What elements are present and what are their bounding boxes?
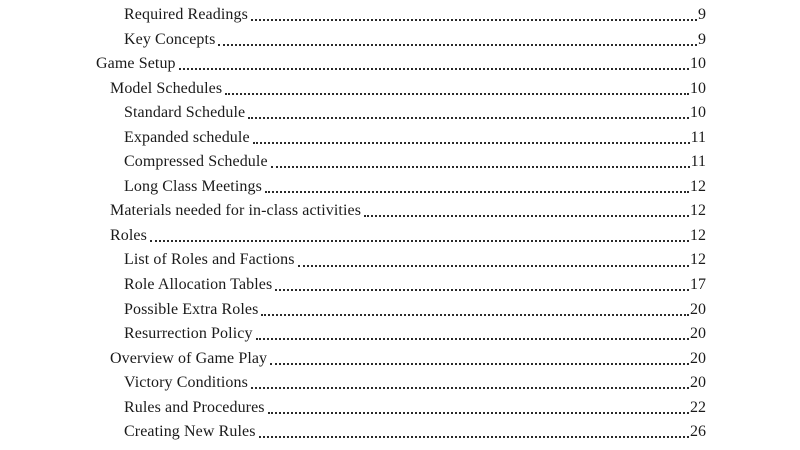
dot-leader [364,215,689,217]
toc-entry[interactable] [96,199,706,224]
dot-leader [248,117,689,119]
toc-entry-label: Long Class Meetings [124,177,262,195]
toc-entry[interactable] [96,420,706,445]
toc-entry-page: 20 [690,374,706,392]
toc-entry[interactable] [96,322,706,347]
dot-leader [218,44,697,46]
toc-entry-page: 22 [690,398,706,416]
dot-leader [268,412,689,414]
dot-leader [251,19,697,21]
toc-entry-label: Model Schedules [110,79,223,97]
dot-leader [298,265,689,267]
dot-leader [265,191,689,193]
toc-entry-page: 10 [690,79,706,97]
toc-entry[interactable] [96,347,706,372]
toc-entry[interactable] [96,28,706,53]
toc-entry[interactable] [96,52,706,77]
table-of-contents [96,3,706,445]
toc-entry[interactable] [96,77,706,102]
toc-entry-page: 9 [698,6,706,23]
toc-entry-label: Rules and Procedures [124,398,265,416]
toc-entry-page: 11 [690,128,706,146]
toc-entry-label: Expanded schedule [124,128,250,146]
toc-entry[interactable] [96,371,706,396]
toc-entry-label: Compressed Schedule [124,153,268,171]
dot-leader [261,314,689,316]
toc-entry-page: 20 [690,325,706,343]
toc-entry-label: Required Readings [124,6,248,23]
toc-entry-label: Materials needed for in-class activities [110,202,362,220]
toc-entry[interactable] [96,175,706,200]
dot-leader [271,166,690,168]
toc-entry-page: 17 [690,276,706,294]
dot-leader [225,93,689,95]
toc-entry[interactable] [96,150,706,175]
toc-entry-page: 12 [690,202,706,220]
toc-entry[interactable] [96,101,706,126]
toc-entry-label: Roles [110,226,147,244]
toc-entry-page: 10 [690,55,706,73]
toc-entry-page: 12 [690,177,706,195]
toc-entry[interactable] [96,273,706,298]
toc-entry-label: Role Allocation Tables [124,276,273,294]
dot-leader [150,240,689,242]
toc-entry-page: 11 [690,153,706,171]
dot-leader [179,68,689,70]
toc-entry-label: Standard Schedule [124,104,246,122]
toc-entry-label: Victory Conditions [124,374,248,392]
dot-leader [270,363,689,365]
toc-entry-page: 20 [690,300,706,318]
toc-entry-label: Creating New Rules [124,423,256,441]
dot-leader [275,289,689,291]
toc-entry[interactable] [96,224,706,249]
toc-entry-page: 12 [690,251,706,269]
dot-leader [259,436,689,438]
toc-entry[interactable] [96,298,706,323]
toc-entry-page: 20 [690,349,706,367]
toc-entry-label: Key Concepts [124,30,216,48]
toc-entry-label: Possible Extra Roles [124,300,259,318]
toc-entry-page: 9 [698,30,706,48]
toc-entry[interactable] [96,248,706,273]
dot-leader [256,338,689,340]
toc-entry-page: 26 [690,423,706,441]
toc-entry[interactable] [96,396,706,421]
toc-entry[interactable] [96,3,706,28]
toc-entry[interactable] [96,126,706,151]
toc-entry-label: Game Setup [96,55,176,73]
dot-leader [251,387,689,389]
toc-entry-page: 10 [690,104,706,122]
dot-leader [253,142,690,144]
toc-entry-label: Resurrection Policy [124,325,253,343]
toc-entry-label: List of Roles and Factions [124,251,295,269]
toc-entry-page: 12 [690,226,706,244]
toc-entry-label: Overview of Game Play [110,349,268,367]
